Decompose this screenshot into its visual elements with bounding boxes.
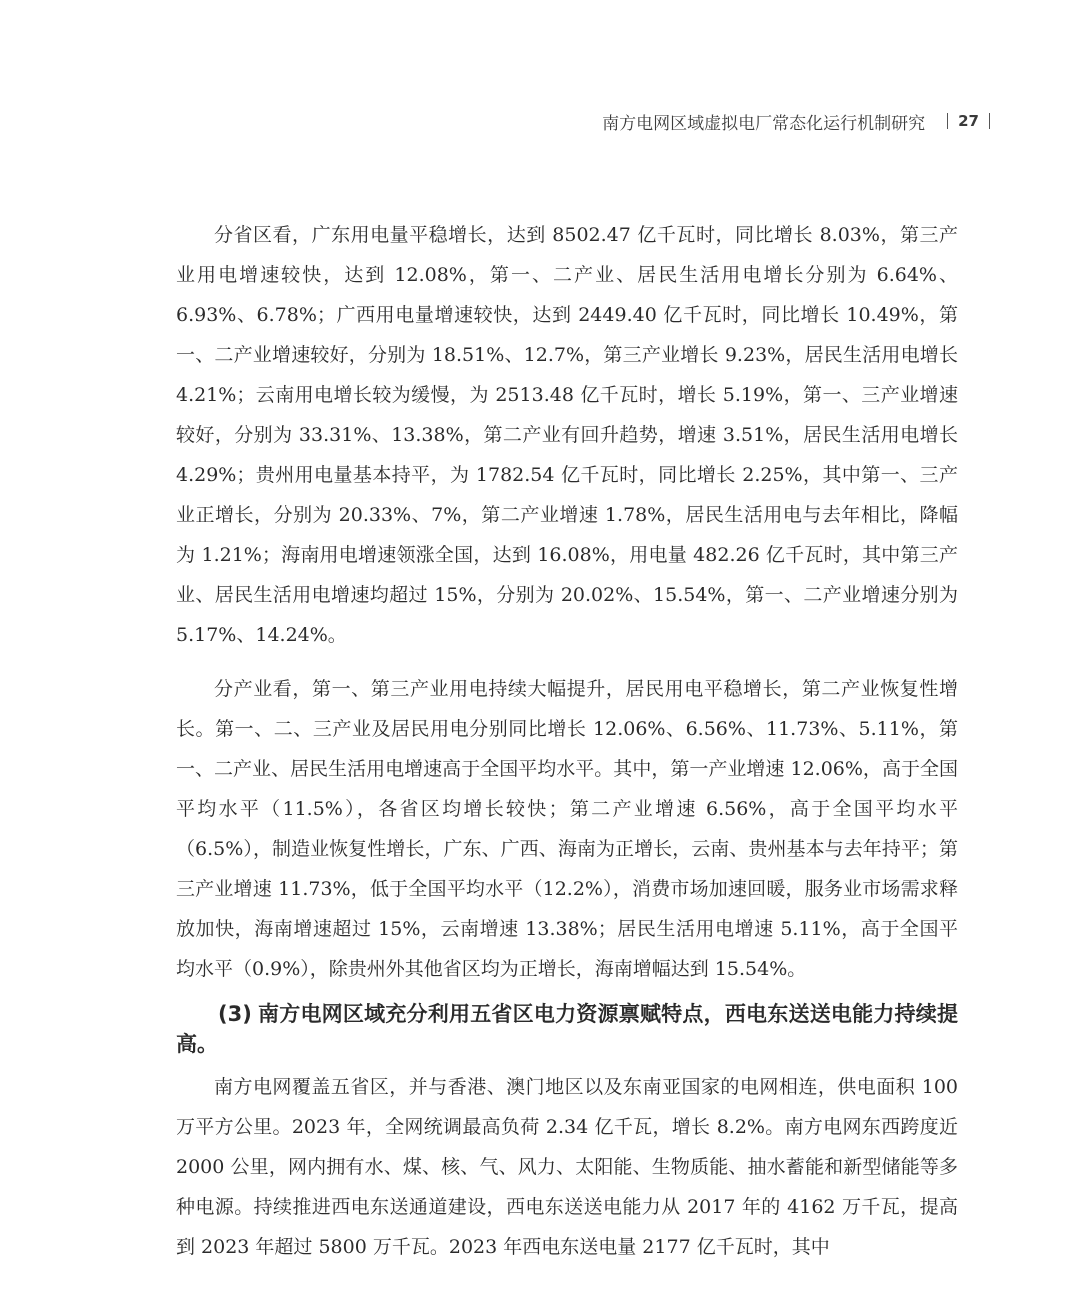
section-number: (3)	[218, 1002, 252, 1026]
running-header-title: 南方电网区域虚拟电厂常态化运行机制研究	[602, 113, 926, 134]
header-divider-right	[989, 113, 990, 129]
section-heading	[176, 999, 958, 1059]
section-title: 南方电网区域充分利用五省区电力资源禀赋特点，西电东送送电能力持续提高。	[176, 1002, 958, 1056]
paragraph-by-province: 分省区看，广东用电量平稳增长，达到 8502.47 亿千瓦时，同比增长 8.03%，第三产业用电增速较快，达到 12.08%，第一、二产业、居民生活用电增长分别为 6.64%、6.93%、6.78%；广西用电量增速较快，达到 2449.40 亿千瓦时，同比增长 10.49%，第一、二产业增速较好，分别为 18.51%、12.7%，第三产业增长 9.23%，居民生活用电增长 4.21%；云南用电增长较为缓慢，为 2513.48 亿千瓦时，增长 5.19%，第一、三产业增速较好，分别为 33.31%、13.38%，第二产业有回升趋势，增速 3.51%，居民生活用电增长 4.29%；贵州用电量基本持平，为 1782.54 亿千瓦时，同比增长 2.25%，其中第一、三产业正增长，分别为 20.33%、7%，第二产业增速 1.78%，居民生活用电与去年相比，降幅为 1.21%；海南用电增速领涨全国，达到 16.08%，用电量 482.26 亿千瓦时，其中第三产业、居民生活用电增速均超过 15%，分别为 20.02%、15.54%，第一、二产业增速分别为 5.17%、14.24%。	[176, 224, 958, 646]
header-divider-left	[947, 113, 948, 129]
page-body	[176, 215, 958, 1267]
page-number: 27	[958, 112, 979, 130]
paragraph-grid-overview: 南方电网覆盖五省区，并与香港、澳门地区以及东南亚国家的电网相连，供电面积 100 万平方公里。2023 年，全网统调最高负荷 2.34 亿千瓦，增长 8.2%。南方电网东西跨度近 2000 公里，网内拥有水、煤、核、气、风力、太阳能、生物质能、抽水蓄能和新型储能等多种电源。持续推进西电东送通道建设，西电东送送电能力从 2017 年的 4162 万千瓦，提高到 2023 年超过 5800 万千瓦。2023 年西电东送电量 2177 亿千瓦时，其中	[176, 1076, 958, 1258]
running-header	[602, 106, 1000, 136]
paragraph-by-industry: 分产业看，第一、第三产业用电持续大幅提升，居民用电平稳增长，第二产业恢复性增长。第一、二、三产业及居民用电分别同比增长 12.06%、6.56%、11.73%、5.11%，第一、二产业、居民生活用电增速高于全国平均水平。其中，第一产业增速 12.06%，高于全国平均水平（11.5%），各省区均增长较快；第二产业增速 6.56%，高于全国平均水平（6.5%），制造业恢复性增长，广东、广西、海南为正增长，云南、贵州基本与去年持平；第三产业增速 11.73%，低于全国平均水平（12.2%），消费市场加速回暖，服务业市场需求释放加快，海南增速超过 15%，云南增速 13.38%；居民生活用电增速 5.11%，高于全国平均水平（0.9%），除贵州外其他省区均为正增长，海南增幅达到 15.54%。	[176, 678, 958, 980]
